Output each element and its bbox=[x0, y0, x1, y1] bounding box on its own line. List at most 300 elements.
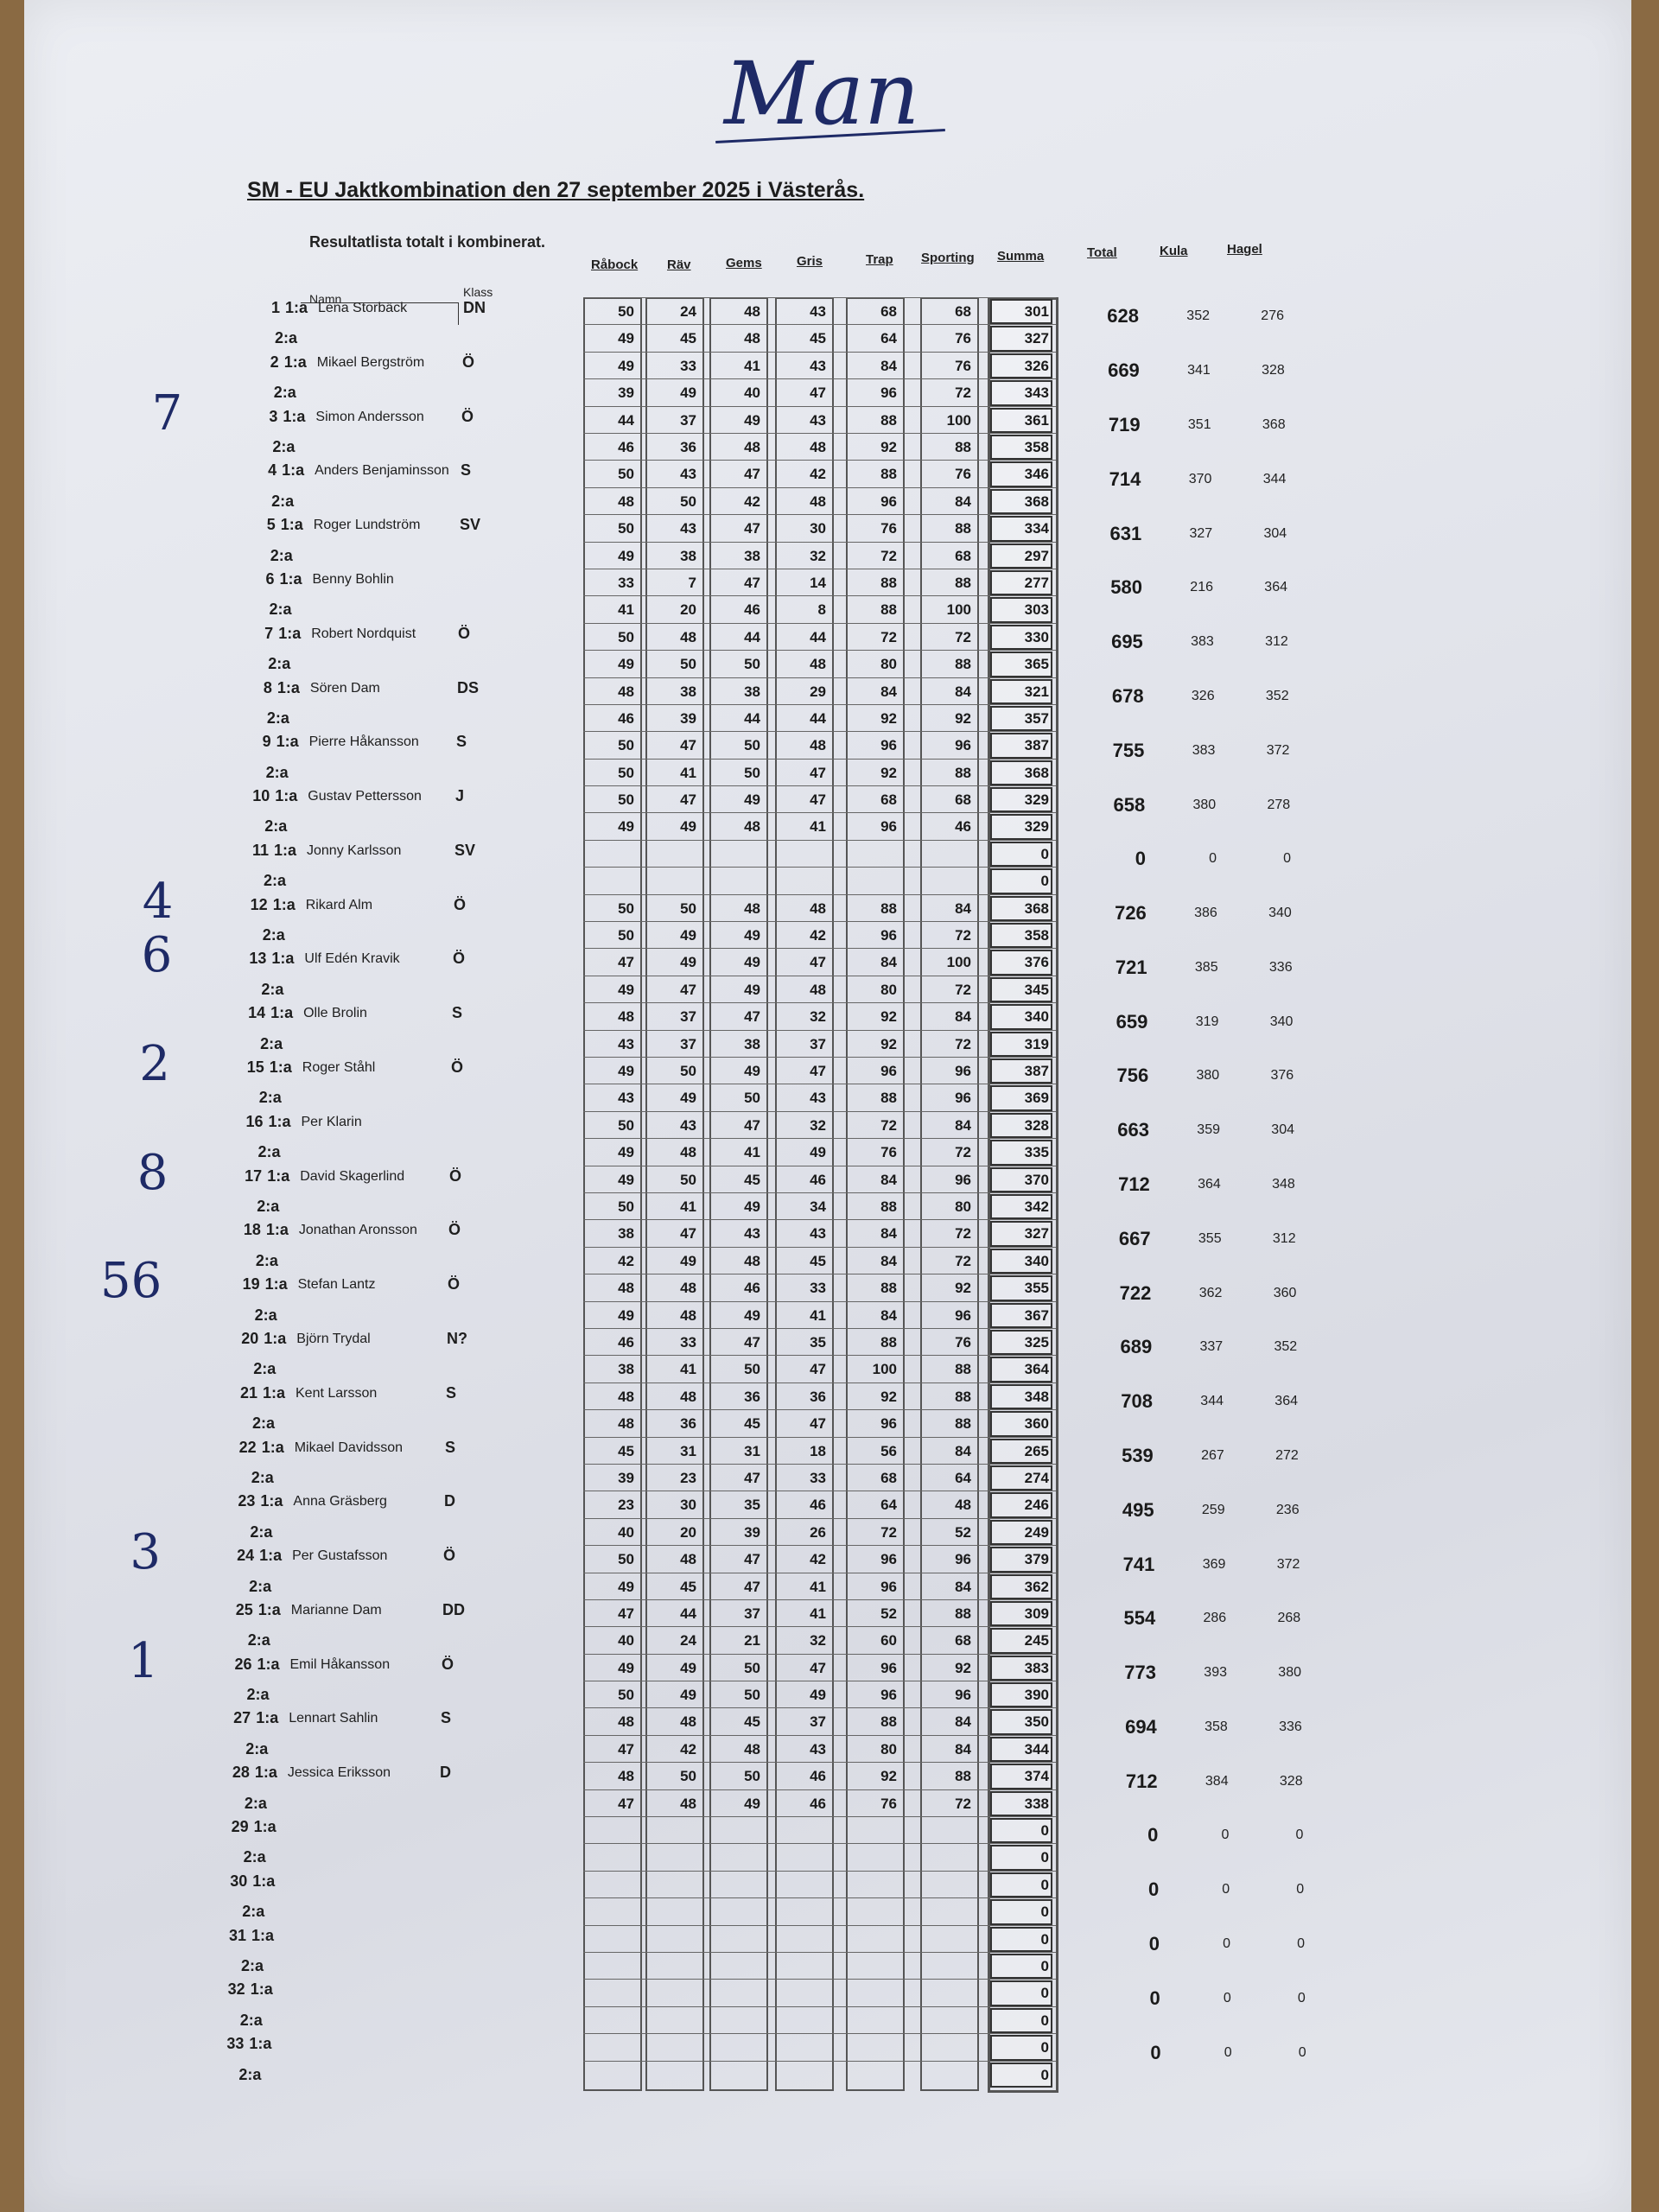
score-cell: 49 bbox=[744, 1306, 760, 1324]
hagel-score: 364 bbox=[1274, 1394, 1298, 1409]
hagel-score: 368 bbox=[1262, 416, 1286, 432]
score-cell: 72 bbox=[880, 547, 897, 564]
score-summa: 0 bbox=[990, 2035, 1052, 2060]
score-cell: 43 bbox=[810, 357, 826, 374]
hagel-score: 312 bbox=[1272, 1230, 1296, 1246]
row-divider bbox=[583, 1247, 1056, 1248]
row-divider bbox=[583, 759, 1056, 760]
kula-score: 385 bbox=[1194, 959, 1218, 975]
round-label-first: 1:a bbox=[276, 678, 300, 696]
score-summa: 327 bbox=[990, 326, 1052, 351]
hagel-score: 380 bbox=[1278, 1665, 1301, 1681]
handwritten-placement-mark: 8 bbox=[137, 1144, 168, 1201]
round-label-second: 2:a bbox=[239, 2011, 263, 2029]
competitor-number: 8 bbox=[263, 678, 272, 696]
total-score: 667 bbox=[1118, 1227, 1151, 1249]
score-cell bbox=[923, 843, 971, 867]
score-cell: 43 bbox=[810, 1090, 826, 1107]
handwritten-placement-mark: 6 bbox=[141, 927, 173, 984]
row-divider bbox=[583, 1952, 1056, 1953]
row-divider bbox=[583, 460, 1056, 461]
round-label-first: 1:a bbox=[285, 299, 308, 316]
score-cell: 43 bbox=[680, 466, 696, 483]
round-label-first: 1:a bbox=[282, 461, 305, 480]
score-cell: 50 bbox=[618, 1551, 634, 1568]
competitor-class: S bbox=[445, 1438, 456, 1456]
competitor-number: 14 bbox=[248, 1004, 266, 1022]
competitor-class: Ö bbox=[453, 950, 466, 968]
score-cell: 68 bbox=[880, 1469, 897, 1486]
row-divider bbox=[583, 1871, 1056, 1872]
score-cell: 42 bbox=[618, 1252, 634, 1269]
score-cell: 48 bbox=[618, 1388, 634, 1405]
kula-score: 393 bbox=[1204, 1665, 1227, 1681]
score-cell: 43 bbox=[744, 1225, 760, 1243]
score-cell: 84 bbox=[955, 1116, 971, 1134]
row-divider bbox=[583, 867, 1056, 868]
score-summa: 0 bbox=[990, 1899, 1052, 1924]
score-cell: 96 bbox=[880, 1551, 897, 1568]
score-cell: 48 bbox=[744, 1740, 760, 1758]
round-label-first: 1:a bbox=[263, 1383, 286, 1402]
kula-score: 355 bbox=[1198, 1230, 1222, 1246]
score-cell: 36 bbox=[680, 438, 696, 455]
hagel-score: 272 bbox=[1275, 1447, 1299, 1463]
score-cell: 100 bbox=[946, 601, 971, 619]
score-cell: 50 bbox=[680, 899, 696, 917]
round-label-second: 2:a bbox=[247, 1631, 270, 1649]
score-summa: 297 bbox=[990, 543, 1052, 569]
score-cell: 92 bbox=[880, 1035, 897, 1052]
score-summa: 344 bbox=[990, 1737, 1052, 1762]
kula-score: 0 bbox=[1222, 1882, 1230, 1897]
competitor-class: D bbox=[440, 1764, 451, 1782]
kula-score: 380 bbox=[1196, 1068, 1220, 1084]
kula-score: 319 bbox=[1195, 1014, 1219, 1029]
score-cell: 96 bbox=[955, 1090, 971, 1107]
round-label-second: 2:a bbox=[270, 546, 293, 564]
round-label-second: 2:a bbox=[250, 1522, 273, 1541]
score-cell: 92 bbox=[880, 709, 897, 727]
score-cell bbox=[923, 1929, 971, 1952]
competitor-number: 2 bbox=[270, 353, 279, 371]
competitor-name: Anna Gräsberg bbox=[293, 1494, 387, 1510]
score-cell: 47 bbox=[810, 1415, 826, 1433]
competitor-class: Ö bbox=[461, 407, 474, 425]
score-cell: 96 bbox=[880, 818, 897, 836]
hagel-score: 0 bbox=[1297, 1990, 1306, 2005]
score-cell bbox=[923, 1901, 971, 1924]
score-cell: 50 bbox=[680, 1768, 696, 1785]
score-cell: 48 bbox=[680, 628, 696, 645]
round-label-second: 2:a bbox=[261, 980, 284, 998]
score-cell: 88 bbox=[955, 1415, 971, 1433]
score-cell: 84 bbox=[955, 1740, 971, 1758]
score-cell: 72 bbox=[955, 1795, 971, 1812]
score-cell bbox=[778, 2010, 826, 2033]
name-divider bbox=[458, 302, 459, 325]
score-cell bbox=[712, 843, 760, 867]
hagel-score: 336 bbox=[1279, 1719, 1302, 1734]
kula-score: 386 bbox=[1194, 906, 1217, 921]
score-cell: 100 bbox=[946, 954, 971, 971]
score-cell bbox=[849, 843, 897, 867]
score-cell bbox=[849, 1982, 897, 2005]
score-cell: 37 bbox=[744, 1605, 760, 1622]
row-divider bbox=[583, 1626, 1056, 1627]
score-cell: 49 bbox=[618, 357, 634, 374]
round-label-second: 2:a bbox=[252, 1414, 276, 1433]
score-cell: 33 bbox=[810, 1469, 826, 1486]
competitor-name: Simon Andersson bbox=[315, 409, 424, 424]
round-label-first: 1:a bbox=[274, 841, 297, 859]
score-cell: 39 bbox=[680, 709, 696, 727]
score-cell bbox=[586, 1955, 634, 1979]
score-cell: 29 bbox=[810, 683, 826, 700]
kula-score: 369 bbox=[1202, 1556, 1226, 1572]
round-label-second: 2:a bbox=[271, 492, 295, 510]
score-summa: 340 bbox=[990, 1004, 1052, 1029]
kula-score: 0 bbox=[1209, 851, 1217, 867]
score-summa: 376 bbox=[990, 950, 1052, 975]
column-header-kula: Kula bbox=[1160, 244, 1188, 258]
competitor-class: D bbox=[444, 1492, 455, 1510]
score-cell: 48 bbox=[680, 1795, 696, 1812]
score-cell: 96 bbox=[955, 1063, 971, 1080]
row-divider bbox=[583, 1545, 1056, 1546]
score-cell: 68 bbox=[955, 303, 971, 320]
competitor-number: 27 bbox=[233, 1709, 251, 1727]
score-cell: 96 bbox=[955, 1687, 971, 1704]
score-cell: 68 bbox=[955, 791, 971, 809]
score-cell: 68 bbox=[955, 1632, 971, 1649]
kula-score: 0 bbox=[1223, 1990, 1231, 2005]
round-label-first: 1:a bbox=[251, 1926, 275, 1944]
row-divider bbox=[583, 1897, 1056, 1898]
score-cell bbox=[923, 870, 971, 893]
round-label-first: 1:a bbox=[283, 353, 307, 371]
round-label-first: 1:a bbox=[256, 1709, 279, 1727]
round-label-second: 2:a bbox=[241, 1957, 264, 1975]
score-cell: 92 bbox=[880, 1388, 897, 1405]
score-cell: 45 bbox=[810, 330, 826, 347]
total-score: 663 bbox=[1117, 1119, 1149, 1141]
score-summa: 383 bbox=[990, 1656, 1052, 1681]
score-cell: 38 bbox=[680, 547, 696, 564]
row-divider bbox=[583, 487, 1056, 488]
score-cell: 43 bbox=[680, 520, 696, 537]
round-label-second: 2:a bbox=[262, 926, 285, 944]
score-cell: 37 bbox=[680, 1035, 696, 1052]
score-cell: 39 bbox=[618, 385, 634, 402]
score-cell: 92 bbox=[955, 1659, 971, 1676]
competitor-name: Stefan Lantz bbox=[297, 1277, 376, 1293]
score-cell: 72 bbox=[955, 927, 971, 944]
row-divider bbox=[583, 704, 1056, 705]
score-cell: 88 bbox=[880, 466, 897, 483]
score-cell bbox=[849, 1901, 897, 1924]
competitor-number: 18 bbox=[243, 1221, 261, 1239]
score-cell: 38 bbox=[618, 1225, 634, 1243]
score-cell bbox=[648, 1955, 696, 1979]
competitor-number: 21 bbox=[239, 1383, 257, 1402]
score-cell bbox=[648, 1929, 696, 1952]
row-divider bbox=[583, 731, 1056, 732]
round-label-first: 1:a bbox=[265, 1221, 289, 1239]
score-summa: 368 bbox=[990, 760, 1052, 785]
score-cell: 49 bbox=[618, 981, 634, 998]
score-summa: 367 bbox=[990, 1303, 1052, 1328]
row-divider bbox=[583, 1328, 1056, 1329]
score-cell: 76 bbox=[880, 1144, 897, 1161]
score-cell bbox=[849, 2010, 897, 2033]
score-cell: 88 bbox=[880, 601, 897, 619]
score-cell: 92 bbox=[880, 764, 897, 781]
score-cell: 40 bbox=[618, 1632, 634, 1649]
competitor-class: Ö bbox=[454, 895, 467, 913]
total-score: 773 bbox=[1124, 1662, 1156, 1684]
competitor-number: 31 bbox=[228, 1926, 246, 1944]
score-cell bbox=[778, 1929, 826, 1952]
score-cell: 36 bbox=[680, 1415, 696, 1433]
row-divider bbox=[583, 1111, 1056, 1112]
score-cell: 47 bbox=[810, 1063, 826, 1080]
kula-score: 384 bbox=[1205, 1773, 1229, 1789]
score-cell: 88 bbox=[880, 411, 897, 429]
score-cell bbox=[712, 870, 760, 893]
score-cell: 88 bbox=[955, 520, 971, 537]
score-cell: 32 bbox=[810, 1008, 826, 1026]
competitor-number: 4 bbox=[268, 461, 277, 480]
score-cell: 64 bbox=[955, 1469, 971, 1486]
score-cell: 38 bbox=[680, 683, 696, 700]
round-label-second: 2:a bbox=[253, 1360, 276, 1378]
score-summa: 370 bbox=[990, 1167, 1052, 1192]
score-cell: 50 bbox=[680, 493, 696, 510]
competitor-class: DN bbox=[463, 299, 486, 316]
kula-score: 362 bbox=[1198, 1285, 1223, 1300]
score-cell: 38 bbox=[744, 1035, 760, 1052]
score-cell: 7 bbox=[688, 574, 696, 591]
round-label-first: 1:a bbox=[279, 569, 302, 588]
competitor-name: Emil Håkansson bbox=[289, 1656, 391, 1672]
total-score: 0 bbox=[1150, 2041, 1161, 2063]
result-sheet bbox=[24, 0, 1631, 2212]
score-cell: 56 bbox=[880, 1442, 897, 1459]
round-label-first: 1:a bbox=[250, 1980, 273, 1999]
total-score: 554 bbox=[1123, 1607, 1156, 1630]
competitor-number: 10 bbox=[252, 787, 270, 805]
hagel-score: 348 bbox=[1272, 1177, 1295, 1192]
score-cell bbox=[712, 2064, 760, 2088]
competitor-number: 12 bbox=[250, 895, 268, 913]
score-cell: 47 bbox=[618, 1795, 634, 1812]
score-cell: 44 bbox=[744, 628, 760, 645]
competitor-number: 33 bbox=[226, 2035, 245, 2053]
row-divider bbox=[583, 1192, 1056, 1193]
competitor-name: David Skagerlind bbox=[300, 1168, 405, 1184]
round-label-first: 1:a bbox=[276, 733, 299, 751]
score-summa: 343 bbox=[990, 380, 1052, 405]
score-cell bbox=[712, 2037, 760, 2060]
score-summa: 362 bbox=[990, 1574, 1052, 1599]
score-cell: 49 bbox=[618, 1063, 634, 1080]
score-cell: 100 bbox=[872, 1361, 897, 1378]
kula-score: 344 bbox=[1200, 1394, 1224, 1409]
score-summa: 374 bbox=[990, 1764, 1052, 1789]
hagel-score: 352 bbox=[1265, 688, 1289, 703]
score-cell: 96 bbox=[880, 1659, 897, 1676]
score-cell: 64 bbox=[880, 330, 897, 347]
handwritten-placement-mark: 56 bbox=[100, 1253, 162, 1310]
competitor-number: 22 bbox=[238, 1438, 257, 1456]
score-cell: 48 bbox=[744, 303, 760, 320]
total-score: 695 bbox=[1111, 631, 1143, 653]
score-cell bbox=[712, 2010, 760, 2033]
hagel-score: 312 bbox=[1265, 634, 1288, 650]
score-cell: 46 bbox=[618, 438, 634, 455]
score-cell: 80 bbox=[880, 1740, 897, 1758]
round-label-second: 2:a bbox=[255, 1251, 278, 1269]
score-cell bbox=[586, 1901, 634, 1924]
competitor-class: J bbox=[455, 787, 465, 805]
total-score: 628 bbox=[1107, 305, 1139, 327]
score-cell: 84 bbox=[955, 1713, 971, 1731]
score-cell: 41 bbox=[744, 357, 760, 374]
score-cell: 47 bbox=[744, 1551, 760, 1568]
round-label-first: 1:a bbox=[253, 1818, 276, 1836]
competitor-class: Ö bbox=[443, 1547, 456, 1565]
score-cell: 47 bbox=[810, 791, 826, 809]
score-cell: 49 bbox=[618, 330, 634, 347]
score-cell: 64 bbox=[880, 1497, 897, 1514]
score-summa: 265 bbox=[990, 1439, 1052, 1464]
total-score: 0 bbox=[1147, 1824, 1159, 1847]
score-cell: 47 bbox=[744, 1333, 760, 1351]
score-cell bbox=[712, 1874, 760, 1897]
hagel-score: 0 bbox=[1298, 2044, 1306, 2060]
score-cell: 44 bbox=[810, 709, 826, 727]
score-summa: 348 bbox=[990, 1384, 1052, 1409]
score-summa: 301 bbox=[990, 299, 1052, 324]
score-cell: 35 bbox=[810, 1333, 826, 1351]
score-cell bbox=[923, 2010, 971, 2033]
column-header-summa: Summa bbox=[997, 249, 1045, 264]
score-cell: 92 bbox=[955, 1280, 971, 1297]
score-cell: 96 bbox=[880, 493, 897, 510]
competitor-name: Olle Brolin bbox=[303, 1006, 367, 1021]
competitor-number: 20 bbox=[241, 1329, 259, 1347]
round-label-second: 2:a bbox=[269, 601, 292, 619]
round-label-second: 2:a bbox=[272, 437, 296, 455]
hagel-score: 340 bbox=[1268, 906, 1292, 921]
row-divider bbox=[583, 1355, 1056, 1356]
kula-score: 327 bbox=[1189, 525, 1213, 541]
score-cell: 33 bbox=[618, 574, 634, 591]
row-divider bbox=[583, 1789, 1056, 1790]
competitor-name: Per Gustafsson bbox=[292, 1548, 388, 1564]
score-cell: 72 bbox=[955, 1144, 971, 1161]
score-cell: 92 bbox=[880, 1008, 897, 1026]
score-cell: 37 bbox=[680, 1008, 696, 1026]
row-divider bbox=[583, 1382, 1056, 1383]
score-cell: 49 bbox=[618, 1171, 634, 1188]
score-cell: 43 bbox=[810, 1740, 826, 1758]
competitor-number: 7 bbox=[264, 624, 274, 642]
score-cell: 80 bbox=[955, 1198, 971, 1215]
total-score: 539 bbox=[1122, 1444, 1154, 1466]
column-header-rav: Räv bbox=[667, 257, 691, 272]
round-label-first: 1:a bbox=[268, 1112, 291, 1130]
competitor-name: Ulf Edén Kravik bbox=[304, 951, 400, 967]
row-divider bbox=[583, 840, 1056, 841]
score-cell: 44 bbox=[618, 411, 634, 429]
row-divider bbox=[583, 1002, 1056, 1003]
score-summa: 350 bbox=[990, 1709, 1052, 1734]
score-cell: 35 bbox=[744, 1497, 760, 1514]
competitor-number: 26 bbox=[234, 1655, 252, 1673]
round-label-second: 2:a bbox=[245, 1739, 269, 1758]
score-cell: 88 bbox=[880, 899, 897, 917]
total-score: 0 bbox=[1149, 1986, 1160, 2009]
competitor-name: Robert Nordquist bbox=[311, 626, 416, 641]
score-cell: 48 bbox=[618, 1280, 634, 1297]
competitor-number: 15 bbox=[246, 1058, 264, 1077]
competitor-name: Pierre Håkansson bbox=[308, 734, 419, 750]
row-divider bbox=[583, 1219, 1056, 1220]
score-summa: 0 bbox=[990, 1845, 1052, 1870]
row-divider bbox=[583, 1057, 1056, 1058]
score-cell: 48 bbox=[744, 899, 760, 917]
score-summa: 340 bbox=[990, 1249, 1052, 1274]
score-cell: 50 bbox=[618, 520, 634, 537]
score-cell: 49 bbox=[618, 1659, 634, 1676]
competitor-name: Mikael Davidsson bbox=[294, 1440, 404, 1455]
round-label-first: 1:a bbox=[264, 1275, 288, 1294]
score-summa: 0 bbox=[990, 1872, 1052, 1897]
kula-score: 267 bbox=[1201, 1447, 1224, 1463]
score-cell bbox=[712, 1982, 760, 2005]
competitor-name: Lena Storbäck bbox=[318, 301, 408, 315]
score-cell: 72 bbox=[880, 1116, 897, 1134]
score-cell: 46 bbox=[810, 1497, 826, 1514]
score-cell bbox=[778, 1847, 826, 1870]
score-cell: 48 bbox=[810, 981, 826, 998]
score-cell: 72 bbox=[955, 628, 971, 645]
hagel-score: 328 bbox=[1279, 1773, 1303, 1789]
score-cell: 47 bbox=[810, 1361, 826, 1378]
round-label-first: 1:a bbox=[280, 516, 303, 534]
score-summa: 0 bbox=[990, 842, 1052, 867]
score-cell: 84 bbox=[955, 1442, 971, 1459]
score-cell: 32 bbox=[810, 1116, 826, 1134]
round-label-first: 1:a bbox=[254, 1764, 277, 1782]
score-summa: 321 bbox=[990, 679, 1052, 704]
score-cell: 88 bbox=[880, 1713, 897, 1731]
score-cell: 47 bbox=[618, 1605, 634, 1622]
row-divider bbox=[583, 433, 1056, 434]
score-cell: 42 bbox=[680, 1740, 696, 1758]
score-cell bbox=[586, 1929, 634, 1952]
competitor-class: SV bbox=[460, 516, 481, 534]
competitor-number: 24 bbox=[237, 1547, 255, 1565]
score-cell: 48 bbox=[810, 438, 826, 455]
total-score: 694 bbox=[1125, 1715, 1157, 1738]
score-summa: 390 bbox=[990, 1682, 1052, 1707]
hagel-score: 276 bbox=[1261, 308, 1284, 324]
score-cell: 50 bbox=[618, 1198, 634, 1215]
competitor-class: Ö bbox=[458, 624, 471, 642]
